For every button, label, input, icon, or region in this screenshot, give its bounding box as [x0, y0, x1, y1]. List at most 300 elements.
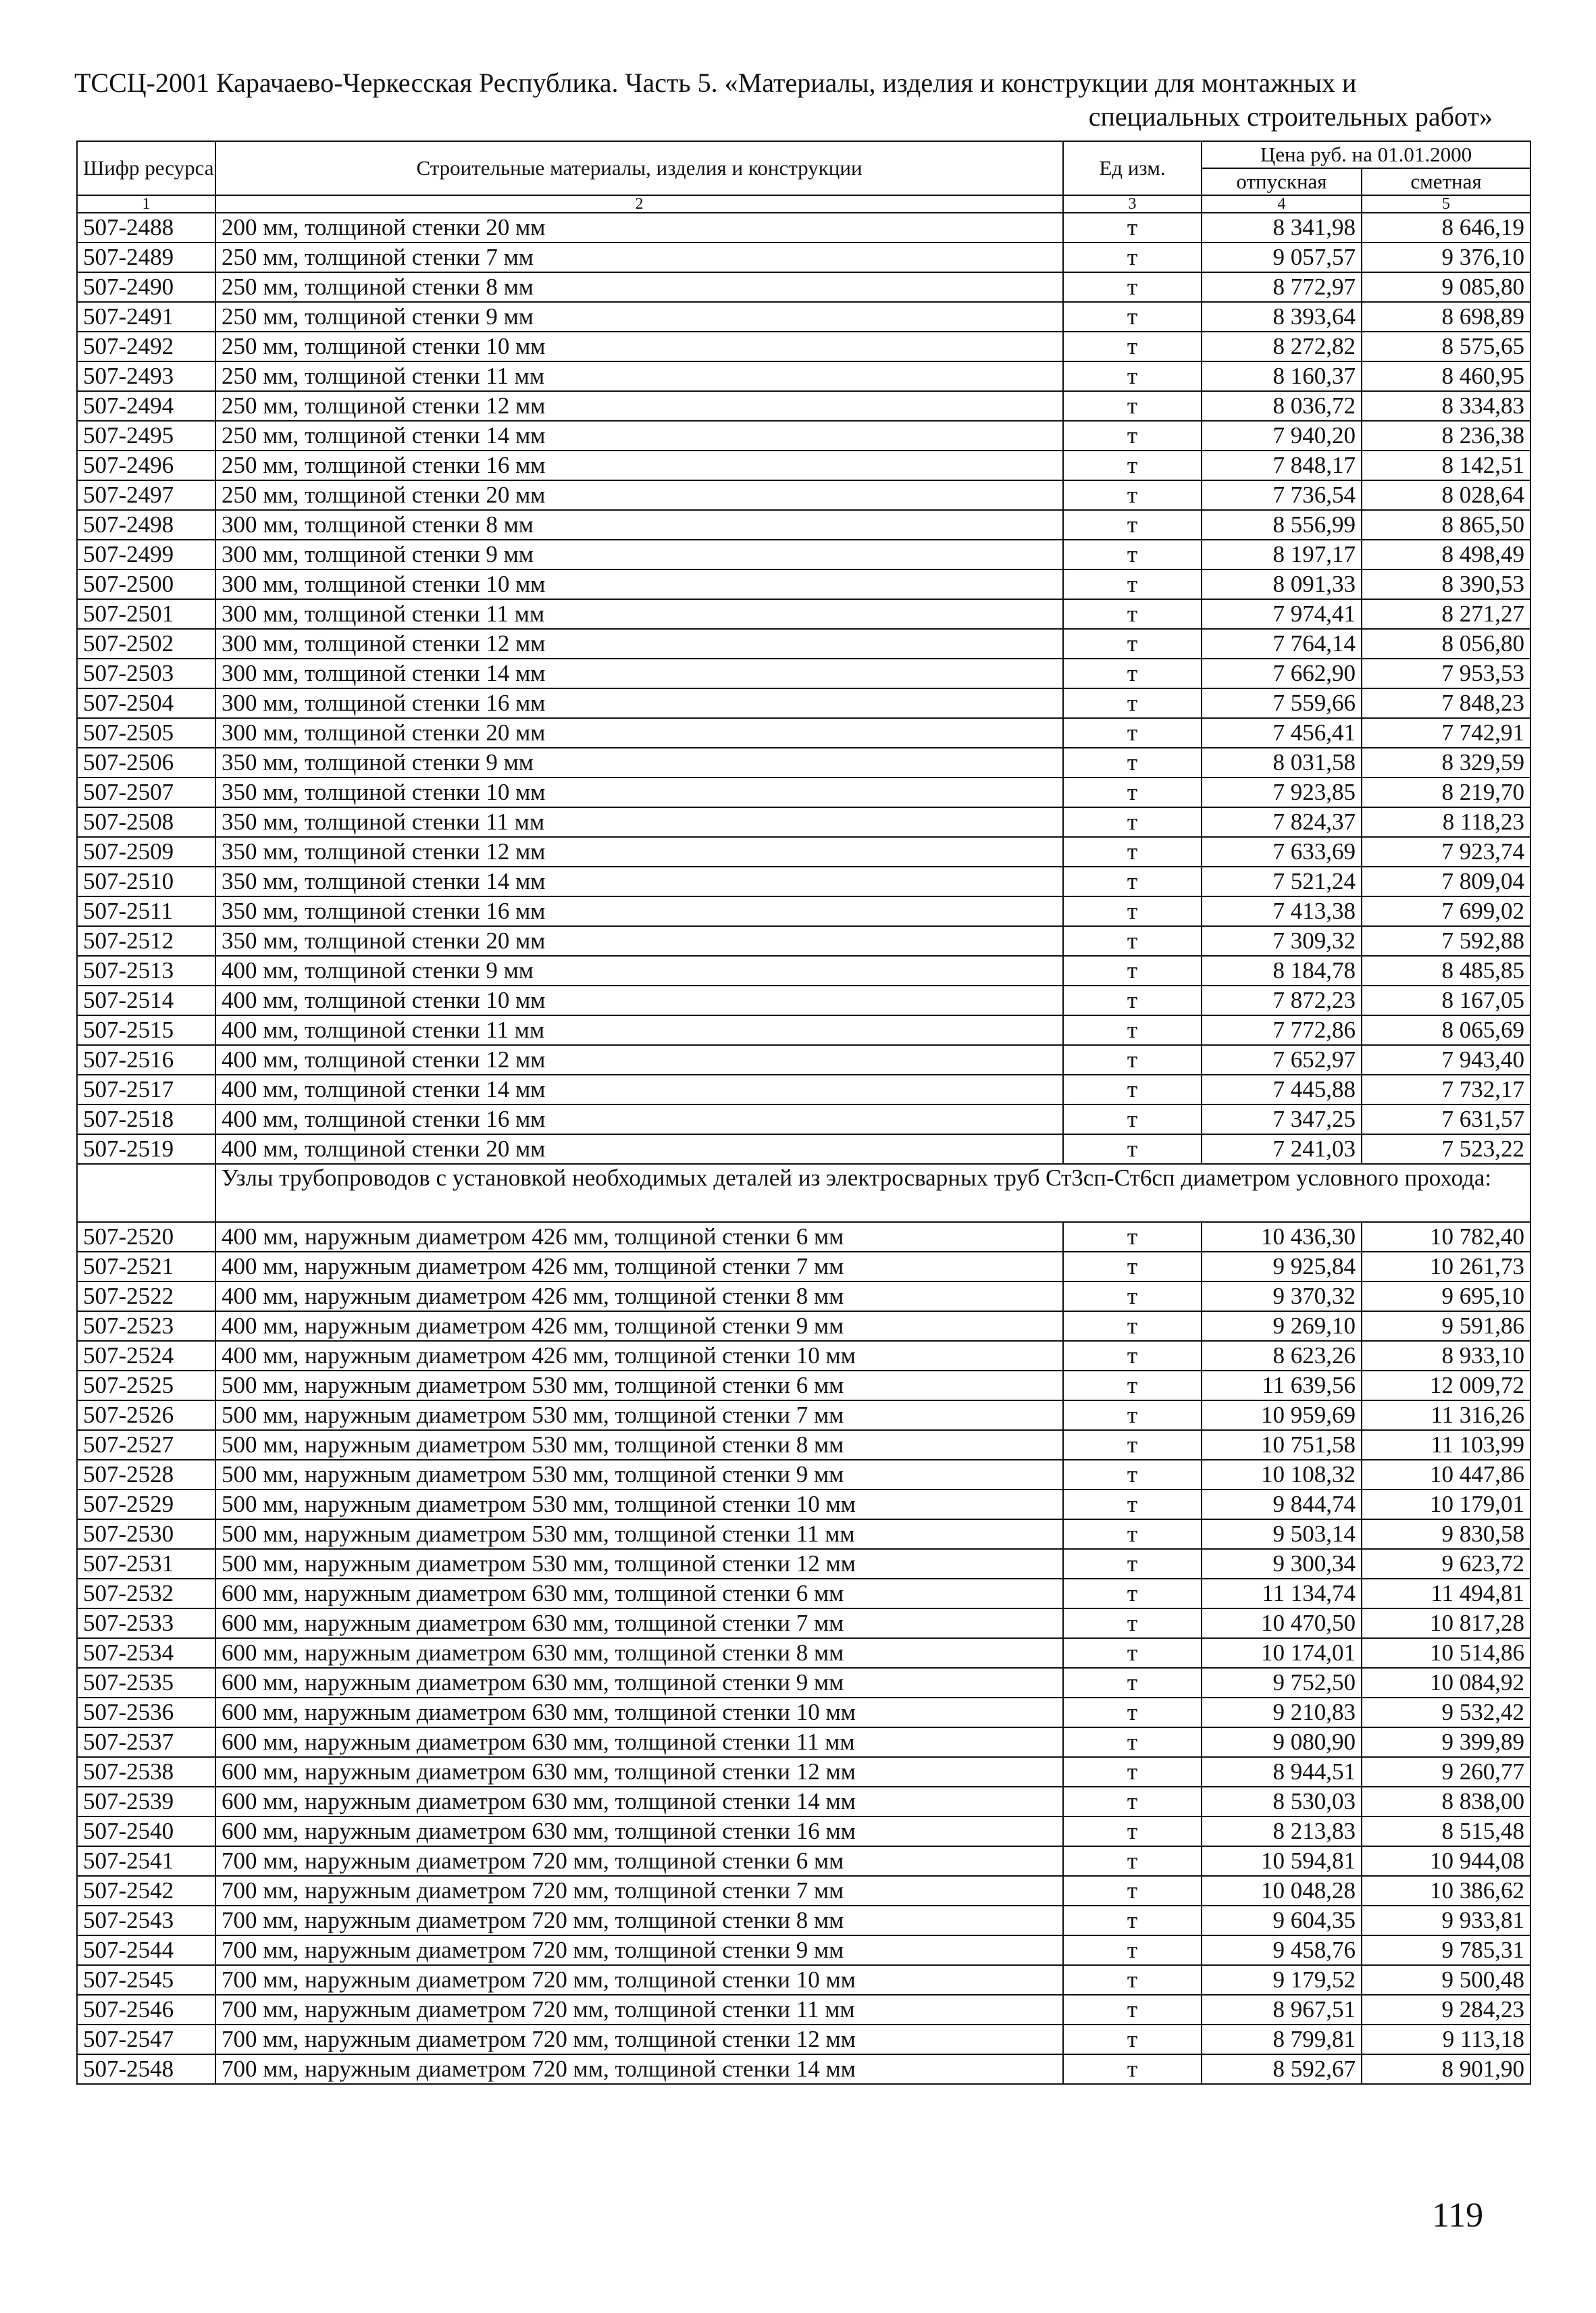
estimate-price: 11 494,81 [1362, 1579, 1530, 1608]
material-name: 500 мм, наружным диаметром 530 мм, толщиной стенки 9 мм [215, 1460, 1063, 1490]
estimate-price: 10 817,28 [1362, 1608, 1530, 1638]
material-name: 500 мм, наружным диаметром 530 мм, толщиной стенки 12 мм [215, 1549, 1063, 1579]
resource-code: 507-2538 [77, 1757, 215, 1787]
release-price: 8 197,17 [1202, 540, 1362, 569]
resource-code: 507-2514 [77, 986, 215, 1015]
table-row [77, 1045, 1530, 1075]
document-header [74, 66, 1493, 134]
release-price: 8 272,82 [1202, 332, 1362, 361]
estimate-price: 9 085,80 [1362, 272, 1530, 302]
release-price: 9 057,57 [1202, 243, 1362, 272]
table-row [77, 1816, 1530, 1846]
estimate-price: 10 261,73 [1362, 1252, 1530, 1281]
resource-code: 507-2528 [77, 1460, 215, 1490]
release-price: 9 752,50 [1202, 1668, 1362, 1698]
material-name: 400 мм, толщиной стенки 16 мм [215, 1104, 1063, 1134]
unit: т [1063, 2054, 1202, 2084]
table-row [77, 243, 1530, 272]
unit: т [1063, 1668, 1202, 1698]
material-name: 500 мм, наружным диаметром 530 мм, толщиной стенки 11 мм [215, 1519, 1063, 1549]
estimate-price: 12 009,72 [1362, 1371, 1530, 1400]
unit: т [1063, 629, 1202, 659]
unit: т [1063, 1579, 1202, 1608]
resource-code: 507-2529 [77, 1490, 215, 1519]
material-name: 250 мм, толщиной стенки 12 мм [215, 391, 1063, 421]
resource-code: 507-2515 [77, 1015, 215, 1045]
header-estimate-price: сметная [1362, 168, 1530, 195]
release-price: 11 639,56 [1202, 1371, 1362, 1400]
material-name: 400 мм, толщиной стенки 20 мм [215, 1134, 1063, 1164]
material-name: 350 мм, толщиной стенки 12 мм [215, 837, 1063, 867]
resource-code: 507-2498 [77, 510, 215, 540]
resource-code: 507-2537 [77, 1727, 215, 1757]
unit: т [1063, 1638, 1202, 1668]
resource-code: 507-2511 [77, 896, 215, 926]
material-name: 600 мм, наружным диаметром 630 мм, толщиной стенки 16 мм [215, 1816, 1063, 1846]
estimate-price: 8 329,59 [1362, 748, 1530, 778]
resource-code: 507-2527 [77, 1430, 215, 1460]
material-name: 500 мм, наружным диаметром 530 мм, толщиной стенки 6 мм [215, 1371, 1063, 1400]
unit: т [1063, 451, 1202, 480]
estimate-price: 9 260,77 [1362, 1757, 1530, 1787]
estimate-price: 7 848,23 [1362, 688, 1530, 718]
unit: т [1063, 1906, 1202, 1935]
estimate-price: 8 485,85 [1362, 956, 1530, 986]
resource-code: 507-2526 [77, 1400, 215, 1430]
estimate-price: 8 334,83 [1362, 391, 1530, 421]
estimate-price: 8 390,53 [1362, 569, 1530, 599]
material-name: 350 мм, толщиной стенки 11 мм [215, 807, 1063, 837]
header-line-1: ТССЦ-2001 Карачаево-Черкесская Республика. Часть 5. «Материалы, изделия и конструкции для монтажных и [74, 68, 1357, 98]
group-code-cell [77, 1164, 215, 1222]
release-price: 8 772,97 [1202, 272, 1362, 302]
release-price: 7 772,86 [1202, 1015, 1362, 1045]
release-price: 7 736,54 [1202, 480, 1362, 510]
page-number: 119 [1432, 2196, 1484, 2235]
material-name: 600 мм, наружным диаметром 630 мм, толщиной стенки 8 мм [215, 1638, 1063, 1668]
unit: т [1063, 718, 1202, 748]
table-row [77, 361, 1530, 391]
unit: т [1063, 837, 1202, 867]
material-name: 400 мм, толщиной стенки 10 мм [215, 986, 1063, 1015]
release-price: 7 413,38 [1202, 896, 1362, 926]
release-price: 8 530,03 [1202, 1787, 1362, 1816]
unit: т [1063, 1222, 1202, 1252]
resource-code: 507-2504 [77, 688, 215, 718]
resource-code: 507-2533 [77, 1608, 215, 1638]
release-price: 7 848,17 [1202, 451, 1362, 480]
unit: т [1063, 569, 1202, 599]
estimate-price: 9 785,31 [1362, 1935, 1530, 1965]
table-row [77, 599, 1530, 629]
table-row [77, 1281, 1530, 1311]
unit: т [1063, 391, 1202, 421]
table-row [77, 1400, 1530, 1430]
release-price: 7 940,20 [1202, 421, 1362, 451]
estimate-price: 8 865,50 [1362, 510, 1530, 540]
estimate-price: 8 219,70 [1362, 778, 1530, 807]
unit: т [1063, 1252, 1202, 1281]
table-row [77, 1519, 1530, 1549]
release-price: 9 370,32 [1202, 1281, 1362, 1311]
resource-code: 507-2519 [77, 1134, 215, 1164]
table-row [77, 1134, 1530, 1164]
table-row [77, 778, 1530, 807]
material-name: 700 мм, наружным диаметром 720 мм, толщиной стенки 9 мм [215, 1935, 1063, 1965]
resource-code: 507-2490 [77, 272, 215, 302]
release-price: 7 521,24 [1202, 867, 1362, 896]
release-price: 10 470,50 [1202, 1608, 1362, 1638]
release-price: 10 959,69 [1202, 1400, 1362, 1430]
release-price: 7 652,97 [1202, 1045, 1362, 1075]
resource-code: 507-2506 [77, 748, 215, 778]
estimate-price: 7 592,88 [1362, 926, 1530, 956]
table-row [77, 1490, 1530, 1519]
table-row [77, 1104, 1530, 1134]
estimate-price: 7 943,40 [1362, 1045, 1530, 1075]
material-name: 300 мм, толщиной стенки 20 мм [215, 718, 1063, 748]
resource-code: 507-2545 [77, 1965, 215, 1995]
estimate-price: 10 084,92 [1362, 1668, 1530, 1698]
unit: т [1063, 272, 1202, 302]
unit: т [1063, 1846, 1202, 1876]
release-price: 9 269,10 [1202, 1311, 1362, 1341]
table-row [77, 1668, 1530, 1698]
unit: т [1063, 1698, 1202, 1727]
release-price: 7 309,32 [1202, 926, 1362, 956]
table-row [77, 1222, 1530, 1252]
unit: т [1063, 1757, 1202, 1787]
release-price: 7 824,37 [1202, 807, 1362, 837]
estimate-price: 7 732,17 [1362, 1075, 1530, 1104]
table-row [77, 451, 1530, 480]
resource-code: 507-2547 [77, 2025, 215, 2054]
estimate-price: 8 460,95 [1362, 361, 1530, 391]
resource-code: 507-2516 [77, 1045, 215, 1075]
material-name: 700 мм, наружным диаметром 720 мм, толщиной стенки 11 мм [215, 1995, 1063, 2025]
estimate-price: 9 284,23 [1362, 1995, 1530, 2025]
resource-code: 507-2510 [77, 867, 215, 896]
unit: т [1063, 1281, 1202, 1311]
unit: т [1063, 1045, 1202, 1075]
estimate-price: 10 782,40 [1362, 1222, 1530, 1252]
release-price: 7 241,03 [1202, 1134, 1362, 1164]
release-price: 7 974,41 [1202, 599, 1362, 629]
column-number-row [77, 195, 1530, 213]
unit: т [1063, 926, 1202, 956]
resource-code: 507-2491 [77, 302, 215, 332]
release-price: 8 967,51 [1202, 1995, 1362, 2025]
resource-code: 507-2535 [77, 1668, 215, 1698]
release-price: 9 080,90 [1202, 1727, 1362, 1757]
resource-code: 507-2495 [77, 421, 215, 451]
resource-code: 507-2518 [77, 1104, 215, 1134]
release-price: 8 592,67 [1202, 2054, 1362, 2084]
material-name: 250 мм, толщиной стенки 20 мм [215, 480, 1063, 510]
unit: т [1063, 1995, 1202, 2025]
table-row [77, 1015, 1530, 1045]
unit: т [1063, 748, 1202, 778]
release-price: 10 174,01 [1202, 1638, 1362, 1668]
estimate-price: 9 532,42 [1362, 1698, 1530, 1727]
table-row [77, 1608, 1530, 1638]
resource-code: 507-2548 [77, 2054, 215, 2084]
unit: т [1063, 1341, 1202, 1371]
unit: т [1063, 1608, 1202, 1638]
estimate-price: 9 830,58 [1362, 1519, 1530, 1549]
resource-code: 507-2530 [77, 1519, 215, 1549]
material-name: 350 мм, толщиной стенки 10 мм [215, 778, 1063, 807]
estimate-price: 8 142,51 [1362, 451, 1530, 480]
material-name: 600 мм, наружным диаметром 630 мм, толщиной стенки 7 мм [215, 1608, 1063, 1638]
column-number: 1 [77, 195, 215, 213]
table-row [77, 421, 1530, 451]
material-name: 300 мм, толщиной стенки 8 мм [215, 510, 1063, 540]
unit: т [1063, 1787, 1202, 1816]
material-name: 400 мм, наружным диаметром 426 мм, толщиной стенки 10 мм [215, 1341, 1063, 1371]
estimate-price: 8 056,80 [1362, 629, 1530, 659]
estimate-price: 8 028,64 [1362, 480, 1530, 510]
resource-code: 507-2512 [77, 926, 215, 956]
group-header-row [77, 1164, 1530, 1222]
release-price: 10 751,58 [1202, 1430, 1362, 1460]
unit: т [1063, 1935, 1202, 1965]
resource-code: 507-2521 [77, 1252, 215, 1281]
header-release-price: отпускная [1202, 168, 1362, 195]
material-name: 400 мм, толщиной стенки 14 мм [215, 1075, 1063, 1104]
table-row [77, 1638, 1530, 1668]
table-row [77, 1252, 1530, 1281]
resource-code: 507-2493 [77, 361, 215, 391]
table-row [77, 391, 1530, 421]
resource-code: 507-2531 [77, 1549, 215, 1579]
resource-code: 507-2494 [77, 391, 215, 421]
resource-code: 507-2543 [77, 1906, 215, 1935]
release-price: 7 662,90 [1202, 659, 1362, 688]
material-name: 400 мм, наружным диаметром 426 мм, толщиной стенки 9 мм [215, 1311, 1063, 1341]
estimate-price: 10 447,86 [1362, 1460, 1530, 1490]
column-number: 2 [215, 195, 1063, 213]
unit: т [1063, 659, 1202, 688]
unit: т [1063, 1400, 1202, 1430]
table-row [77, 1371, 1530, 1400]
release-price: 8 556,99 [1202, 510, 1362, 540]
release-price: 7 456,41 [1202, 718, 1362, 748]
table-row [77, 1935, 1530, 1965]
estimate-price: 7 742,91 [1362, 718, 1530, 748]
release-price: 9 458,76 [1202, 1935, 1362, 1965]
material-name: 700 мм, наружным диаметром 720 мм, толщиной стенки 7 мм [215, 1876, 1063, 1906]
material-name: 250 мм, толщиной стенки 8 мм [215, 272, 1063, 302]
material-name: 250 мм, толщиной стенки 10 мм [215, 332, 1063, 361]
table-row [77, 1341, 1530, 1371]
unit: т [1063, 361, 1202, 391]
release-price: 8 036,72 [1202, 391, 1362, 421]
table-row [77, 510, 1530, 540]
table-row [77, 332, 1530, 361]
unit: т [1063, 807, 1202, 837]
resource-code: 507-2532 [77, 1579, 215, 1608]
material-name: 250 мм, толщиной стенки 9 мм [215, 302, 1063, 332]
resource-code: 507-2497 [77, 480, 215, 510]
material-name: 700 мм, наружным диаметром 720 мм, толщиной стенки 14 мм [215, 2054, 1063, 2084]
resource-code: 507-2540 [77, 1816, 215, 1846]
table-row [77, 2054, 1530, 2084]
release-price: 7 923,85 [1202, 778, 1362, 807]
material-name: 500 мм, наружным диаметром 530 мм, толщиной стенки 7 мм [215, 1400, 1063, 1430]
estimate-price: 8 271,27 [1362, 599, 1530, 629]
price-table [76, 141, 1531, 2085]
material-name: 300 мм, толщиной стенки 10 мм [215, 569, 1063, 599]
estimate-price: 9 695,10 [1362, 1281, 1530, 1311]
resource-code: 507-2502 [77, 629, 215, 659]
table-row [77, 837, 1530, 867]
release-price: 8 799,81 [1202, 2025, 1362, 2054]
material-name: 350 мм, толщиной стенки 14 мм [215, 867, 1063, 896]
material-name: 600 мм, наружным диаметром 630 мм, толщиной стенки 12 мм [215, 1757, 1063, 1787]
estimate-price: 8 575,65 [1362, 332, 1530, 361]
material-name: 400 мм, толщиной стенки 12 мм [215, 1045, 1063, 1075]
table-row [77, 1430, 1530, 1460]
material-name: 600 мм, наружным диаметром 630 мм, толщиной стенки 11 мм [215, 1727, 1063, 1757]
header-unit: Ед изм. [1063, 141, 1202, 195]
resource-code: 507-2520 [77, 1222, 215, 1252]
unit: т [1063, 332, 1202, 361]
release-price: 9 210,83 [1202, 1698, 1362, 1727]
header-line-2: специальных строительных работ» [1088, 101, 1493, 132]
unit: т [1063, 1104, 1202, 1134]
release-price: 8 623,26 [1202, 1341, 1362, 1371]
unit: т [1063, 1075, 1202, 1104]
material-name: 300 мм, толщиной стенки 14 мм [215, 659, 1063, 688]
unit: т [1063, 2025, 1202, 2054]
table-row [77, 272, 1530, 302]
material-name: 300 мм, толщиной стенки 9 мм [215, 540, 1063, 569]
column-number: 3 [1063, 195, 1202, 213]
material-name: 400 мм, наружным диаметром 426 мм, толщиной стенки 7 мм [215, 1252, 1063, 1281]
unit: т [1063, 599, 1202, 629]
material-name: 300 мм, толщиной стенки 12 мм [215, 629, 1063, 659]
release-price: 8 393,64 [1202, 302, 1362, 332]
estimate-price: 8 646,19 [1362, 213, 1530, 243]
unit: т [1063, 1519, 1202, 1549]
unit: т [1063, 896, 1202, 926]
release-price: 7 764,14 [1202, 629, 1362, 659]
unit: т [1063, 956, 1202, 986]
material-name: 700 мм, наружным диаметром 720 мм, толщиной стенки 12 мм [215, 2025, 1063, 2054]
estimate-price: 11 316,26 [1362, 1400, 1530, 1430]
material-name: 600 мм, наружным диаметром 630 мм, толщиной стенки 9 мм [215, 1668, 1063, 1698]
table-row [77, 213, 1530, 243]
release-price: 7 347,25 [1202, 1104, 1362, 1134]
release-price: 10 594,81 [1202, 1846, 1362, 1876]
table-row [77, 1995, 1530, 2025]
unit: т [1063, 867, 1202, 896]
table-row [77, 1846, 1530, 1876]
estimate-price: 8 933,10 [1362, 1341, 1530, 1371]
estimate-price: 10 514,86 [1362, 1638, 1530, 1668]
unit: т [1063, 1371, 1202, 1400]
resource-code: 507-2546 [77, 1995, 215, 2025]
estimate-price: 7 809,04 [1362, 867, 1530, 896]
material-name: 700 мм, наружным диаметром 720 мм, толщиной стенки 6 мм [215, 1846, 1063, 1876]
material-name: 700 мм, наружным диаметром 720 мм, толщиной стенки 8 мм [215, 1906, 1063, 1935]
estimate-price: 8 118,23 [1362, 807, 1530, 837]
table-row [77, 2025, 1530, 2054]
estimate-price: 8 838,00 [1362, 1787, 1530, 1816]
release-price: 7 445,88 [1202, 1075, 1362, 1104]
estimate-price: 11 103,99 [1362, 1430, 1530, 1460]
material-name: 500 мм, наружным диаметром 530 мм, толщиной стенки 10 мм [215, 1490, 1063, 1519]
estimate-price: 10 179,01 [1362, 1490, 1530, 1519]
unit: т [1063, 986, 1202, 1015]
table-row [77, 896, 1530, 926]
resource-code: 507-2489 [77, 243, 215, 272]
table-row [77, 986, 1530, 1015]
material-name: 400 мм, толщиной стенки 11 мм [215, 1015, 1063, 1045]
table-row [77, 1698, 1530, 1727]
unit: т [1063, 213, 1202, 243]
estimate-price: 8 167,05 [1362, 986, 1530, 1015]
unit: т [1063, 1876, 1202, 1906]
unit: т [1063, 480, 1202, 510]
table-row [77, 1579, 1530, 1608]
table-row [77, 956, 1530, 986]
material-name: 700 мм, наружным диаметром 720 мм, толщиной стенки 10 мм [215, 1965, 1063, 1995]
unit: т [1063, 1727, 1202, 1757]
release-price: 10 436,30 [1202, 1222, 1362, 1252]
release-price: 8 944,51 [1202, 1757, 1362, 1787]
estimate-price: 10 386,62 [1362, 1876, 1530, 1906]
estimate-price: 9 399,89 [1362, 1727, 1530, 1757]
material-name: 250 мм, толщиной стенки 16 мм [215, 451, 1063, 480]
header-code: Шифр ресурса [77, 141, 215, 195]
material-name: 600 мм, наружным диаметром 630 мм, толщиной стенки 10 мм [215, 1698, 1063, 1727]
resource-code: 507-2500 [77, 569, 215, 599]
resource-code: 507-2505 [77, 718, 215, 748]
table-row [77, 926, 1530, 956]
material-name: 250 мм, толщиной стенки 11 мм [215, 361, 1063, 391]
table-header-row [77, 141, 1530, 168]
table-row [77, 867, 1530, 896]
resource-code: 507-2492 [77, 332, 215, 361]
unit: т [1063, 1311, 1202, 1341]
group-title: Узлы трубопроводов с установкой необходимых деталей из электросварных труб Ст3сп-Ст6сп диаметром условного прохода: [215, 1164, 1530, 1222]
table-row [77, 1906, 1530, 1935]
resource-code: 507-2544 [77, 1935, 215, 1965]
material-name: 600 мм, наружным диаметром 630 мм, толщиной стенки 14 мм [215, 1787, 1063, 1816]
table-row [77, 807, 1530, 837]
resource-code: 507-2501 [77, 599, 215, 629]
unit: т [1063, 1430, 1202, 1460]
header-price: Цена руб. на 01.01.2000 [1202, 141, 1530, 168]
resource-code: 507-2522 [77, 1281, 215, 1311]
estimate-price: 7 923,74 [1362, 837, 1530, 867]
resource-code: 507-2488 [77, 213, 215, 243]
resource-code: 507-2534 [77, 1638, 215, 1668]
table-row [77, 688, 1530, 718]
unit: т [1063, 1490, 1202, 1519]
resource-code: 507-2523 [77, 1311, 215, 1341]
resource-code: 507-2541 [77, 1846, 215, 1876]
unit: т [1063, 421, 1202, 451]
material-name: 300 мм, толщиной стенки 16 мм [215, 688, 1063, 718]
release-price: 9 300,34 [1202, 1549, 1362, 1579]
table-row [77, 1075, 1530, 1104]
estimate-price: 9 113,18 [1362, 2025, 1530, 2054]
estimate-price: 8 498,49 [1362, 540, 1530, 569]
resource-code: 507-2536 [77, 1698, 215, 1727]
